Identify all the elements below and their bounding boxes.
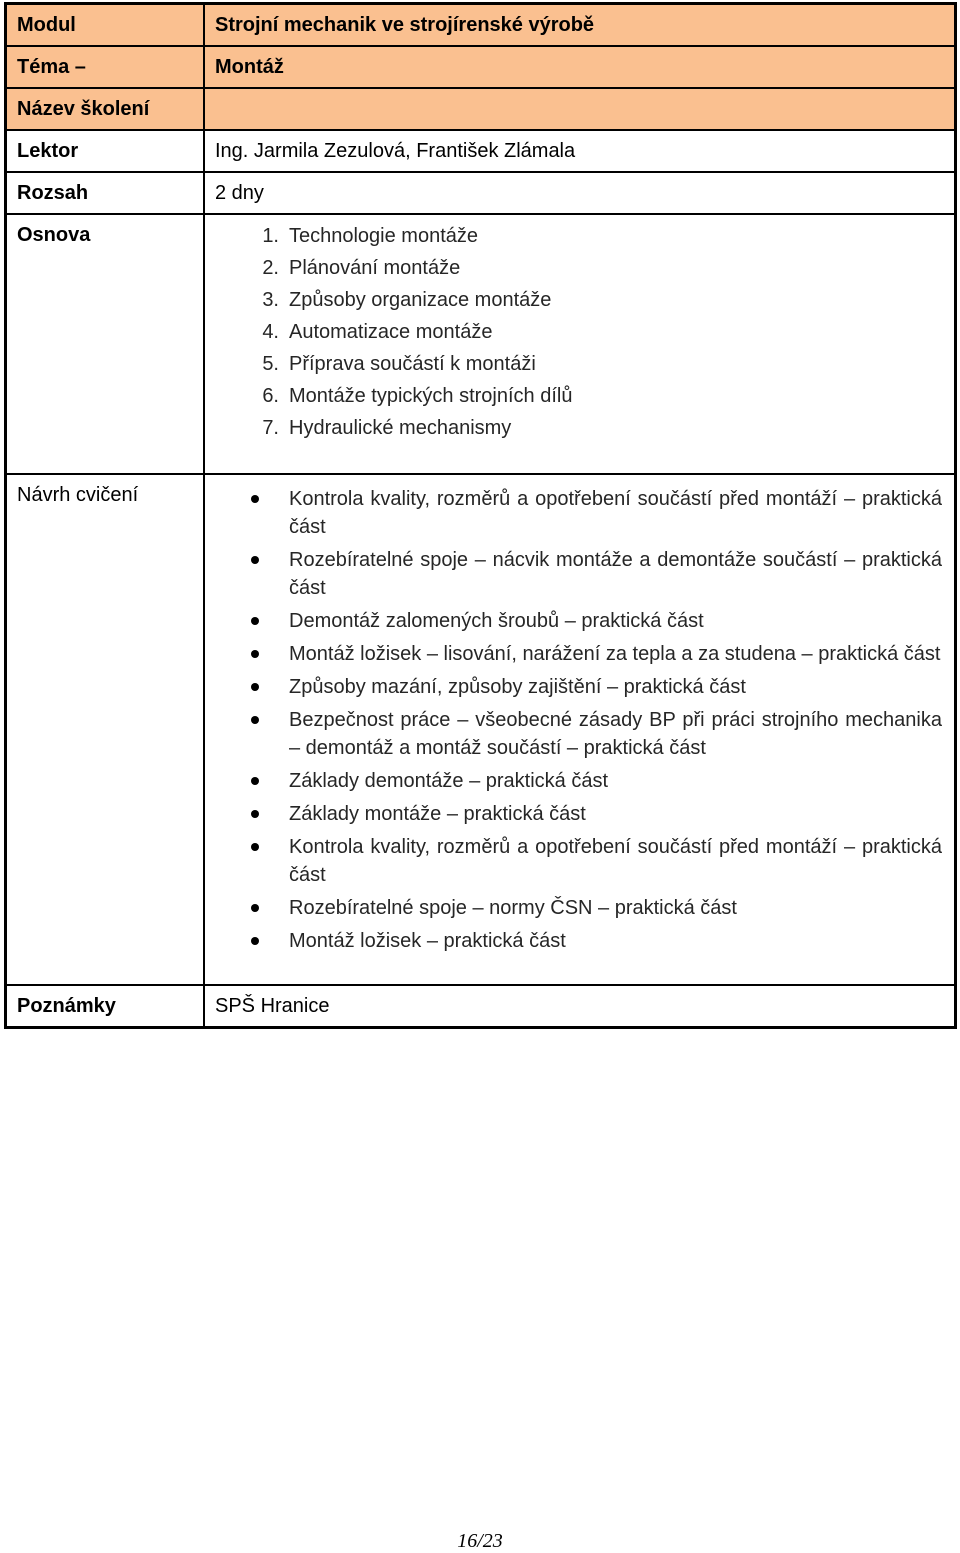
label-lektor: Lektor [6,130,205,172]
label-poznamky: Poznámky [6,985,205,1028]
bullet-icon [215,800,289,828]
cviceni-item-text: Rozebíratelné spoje – nácvik montáže a demontáže součástí – praktická část [289,549,942,599]
value-tema: Montáž [204,46,956,88]
value-lektor: Ing. Jarmila Zezulová, František Zlámala [204,130,956,172]
bullet-icon [215,640,289,668]
osnova-item-number: 3. [262,289,279,311]
label-tema: Téma – [6,46,205,88]
cviceni-item-text: Montáž ložisek – praktická část [289,930,566,952]
page-number: 16/23 [457,1530,503,1552]
row-poznamky [6,985,956,1028]
training-info-table [4,2,957,1029]
label-cviceni: Návrh cvičení [6,474,205,985]
row-cviceni [6,474,956,985]
osnova-item-text: Způsoby organizace montáže [289,289,552,311]
cviceni-item [215,927,944,955]
osnova-item [215,381,944,413]
value-modul: Strojní mechanik ve strojírenské výrobě [204,4,956,47]
osnova-item-number: 4. [262,321,279,343]
osnova-item-text: Hydraulické mechanismy [289,417,512,439]
osnova-item [215,317,944,349]
cviceni-item-text: Kontrola kvality, rozměrů a opotřebení součástí před montáží – praktická část [289,488,942,538]
osnova-item-text: Plánování montáže [289,257,461,279]
value-poznamky: SPŠ Hranice [204,985,956,1028]
bullet-icon [215,485,289,541]
osnova-item-text: Automatizace montáže [289,321,493,343]
osnova-item [215,221,944,253]
cviceni-list [215,481,944,978]
cviceni-item [215,485,944,541]
cviceni-item-text: Základy montáže – praktická část [289,803,586,825]
bullet-icon [215,833,289,889]
bullet-icon [215,927,289,955]
osnova-item-number: 2. [262,257,279,279]
cviceni-item [215,894,944,922]
cviceni-item-text: Demontáž zalomených šroubů – praktická část [289,610,704,632]
osnova-item-number: 1. [262,225,279,247]
bullet-icon [215,706,289,762]
osnova-item [215,349,944,381]
bullet-icon [215,673,289,701]
row-tema [6,46,956,88]
label-rozsah: Rozsah [6,172,205,214]
bullet-icon [215,767,289,795]
osnova-item-number: 5. [262,353,279,375]
osnova-list [215,221,944,467]
cviceni-item [215,706,944,762]
value-nazev-empty [204,88,956,130]
value-cviceni [204,474,956,985]
cviceni-item [215,546,944,602]
bullet-icon [215,546,289,602]
label-modul: Modul [6,4,205,47]
cviceni-item [215,800,944,828]
row-lektor [6,130,956,172]
value-osnova [204,214,956,474]
cviceni-item [215,767,944,795]
osnova-item-text: Technologie montáže [289,225,479,247]
osnova-item-number: 7. [262,417,279,439]
bullet-icon [215,607,289,635]
osnova-item [215,253,944,285]
cviceni-item [215,640,944,668]
cviceni-item-text: Bezpečnost práce – všeobecné zásady BP při práci strojního mechanika – demontáž a montáž součástí – praktická část [289,709,942,759]
osnova-item-number: 6. [262,385,279,407]
osnova-item-text: Montáže typických strojních dílů [289,385,573,407]
cviceni-item-text: Způsoby mazání, způsoby zajištění – praktická část [289,676,746,698]
cviceni-item-text: Rozebíratelné spoje – normy ČSN – praktická část [289,897,737,919]
row-rozsah [6,172,956,214]
row-modul [6,4,956,47]
label-nazev: Název školení [6,88,205,130]
cviceni-item [215,673,944,701]
osnova-item [215,413,944,445]
value-rozsah: 2 dny [204,172,956,214]
cviceni-item [215,607,944,635]
bullet-icon [215,894,289,922]
cviceni-item-text: Kontrola kvality, rozměrů a opotřebení součástí před montáží – praktická část [289,836,942,886]
osnova-item-text: Příprava součástí k montáži [289,353,536,375]
cviceni-item [215,833,944,889]
cviceni-item-text: Základy demontáže – praktická část [289,770,609,792]
osnova-item [215,285,944,317]
label-osnova: Osnova [6,214,205,474]
row-nazev [6,88,956,130]
cviceni-item-text: Montáž ložisek – lisování, narážení za tepla a za studena – praktická část [289,643,941,665]
row-osnova [6,214,956,474]
